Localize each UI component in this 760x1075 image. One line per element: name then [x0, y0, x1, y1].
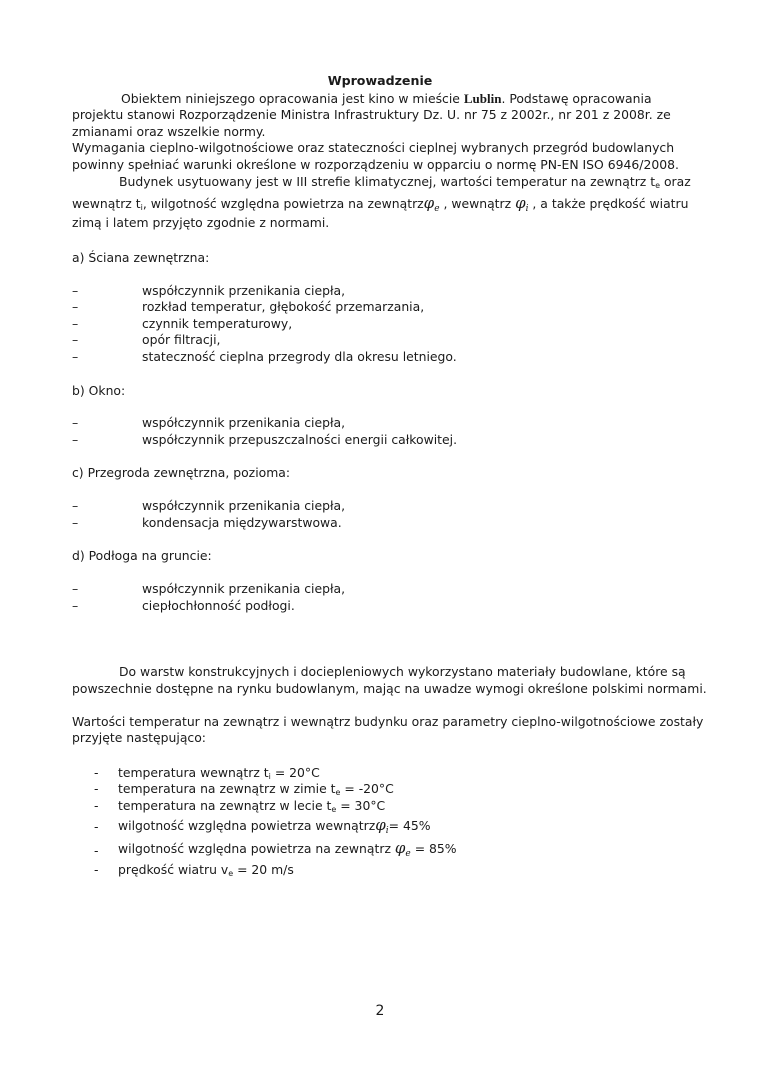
intro-text: Obiektem niniejszego opracowania jest kino w mieście: [121, 91, 464, 106]
subscript: i: [140, 203, 143, 212]
phi-symbol: φ: [423, 194, 435, 212]
list-item: ciepłochłonność podłogi.: [142, 598, 295, 613]
param-text: wilgotność względna powietrza na zewnątrz: [118, 841, 395, 856]
materials-line-2: powszechnie dostępne na rynku budowlanym, mając na uwadze wymogi określone polskimi normami.: [72, 681, 707, 696]
intro-text: oraz: [660, 174, 691, 189]
param-value: = 20 m/s: [233, 862, 294, 877]
list-item: kondensacja międzywarstwowa.: [142, 515, 342, 530]
bullet-marker: -: [94, 765, 99, 780]
intro-text: , a także prędkość wiatru: [528, 196, 689, 211]
intro-text: , wewnątrz: [439, 196, 516, 211]
intro-text: , wilgotność względna powietrza na zewnątrz: [142, 196, 424, 211]
dash-marker: –: [72, 598, 79, 613]
page-number: 2: [375, 1003, 385, 1019]
params-intro-line-2: przyjęte następująco:: [72, 730, 206, 745]
param-text: temperatura na zewnątrz w lecie t: [118, 798, 332, 813]
intro-text: Budynek usytuowany jest w III strefie klimatycznej, wartości temperatur na zewnątrz t: [119, 174, 656, 189]
dash-marker: –: [72, 283, 79, 298]
list-item: współczynnik przenikania ciepła,: [142, 581, 346, 596]
bullet-marker: -: [94, 862, 99, 877]
list-item: opór filtracji,: [142, 332, 221, 347]
intro-line-3: zmianami oraz wszelkie normy.: [72, 124, 266, 139]
materials-line-1: Do warstw konstrukcyjnych i dociepleniowych wykorzystano materiały budowlane, które są: [119, 664, 686, 679]
dash-marker: –: [72, 349, 79, 364]
dash-marker: –: [72, 515, 79, 530]
param-text: temperatura wewnątrz t: [118, 765, 269, 780]
section-heading: d) Podłoga na gruncie:: [72, 548, 212, 563]
dash-marker: –: [72, 332, 79, 347]
params-intro-line-1: Wartości temperatur na zewnątrz i wewnątrz budynku oraz parametry cieplno-wilgotnościowe zostały: [72, 714, 704, 729]
intro-line-4: Wymagania cieplno-wilgotnościowe oraz stateczności cieplnej wybranych przegród budowlanych: [72, 140, 675, 155]
dash-marker: –: [72, 316, 79, 331]
section-heading: a) Ściana zewnętrzna:: [72, 250, 210, 265]
intro-line-2: projektu stanowi Rozporządzenie Ministra Infrastruktury Dz. U. nr 75 z 2002r., nr 201 z 2008r. ze: [72, 107, 671, 122]
section-heading: b) Okno:: [72, 383, 126, 398]
param-value: = 45%: [388, 818, 431, 833]
subscript: i: [268, 772, 271, 781]
dash-marker: –: [72, 415, 79, 430]
bullet-marker: -: [94, 798, 99, 813]
param-item: [118, 817, 431, 839]
section-heading: c) Przegroda zewnętrzna, pozioma:: [72, 465, 291, 480]
list-item: współczynnik przenikania ciepła,: [142, 283, 346, 298]
param-value: = 30°C: [336, 798, 386, 813]
phi-symbol: φ: [375, 816, 386, 834]
intro-line-6: [119, 174, 691, 194]
subscript: e: [228, 869, 234, 878]
dash-marker: –: [72, 432, 79, 447]
intro-line-5: powinny spełniać warunki określone w rozporządzeniu w opparciu o normę PN-EN ISO 6946/2008.: [72, 157, 679, 172]
param-text: wilgotność względna powietrza wewnątrz: [118, 818, 376, 833]
subscript: e: [331, 805, 337, 814]
intro-line-8: zimą i latem przyjęto zgodnie z normami.: [72, 215, 330, 230]
subscript: e: [655, 181, 661, 190]
phi-symbol: φ: [515, 194, 526, 212]
list-item: współczynnik przepuszczalności energii całkowitej.: [142, 432, 458, 447]
list-item: współczynnik przenikania ciepła,: [142, 415, 346, 430]
phi-symbol: φ: [394, 839, 406, 857]
city-name: Lublin: [463, 91, 502, 106]
param-item: [118, 798, 385, 818]
dash-marker: –: [72, 299, 79, 314]
param-value: = -20°C: [340, 781, 394, 796]
param-text: temperatura na zewnątrz w zimie t: [118, 781, 336, 796]
list-item: rozkład temperatur, głębokość przemarzania,: [142, 299, 425, 314]
phi-subscript: e: [405, 849, 411, 859]
bullet-marker: -: [94, 819, 99, 834]
bullet-marker: -: [94, 843, 99, 858]
param-item: [118, 840, 457, 862]
phi-subscript: e: [434, 204, 440, 214]
page-title: Wprowadzenie: [327, 73, 433, 88]
bullet-marker: -: [94, 781, 99, 796]
phi-subscript: i: [525, 204, 529, 214]
param-value: = 85%: [410, 841, 457, 856]
param-text: prędkość wiatru v: [118, 862, 229, 877]
phi-subscript: i: [385, 826, 389, 836]
list-item: czynnik temperaturowy,: [142, 316, 293, 331]
param-item: [118, 862, 294, 882]
intro-line-7: [72, 195, 688, 217]
param-value: = 20°C: [270, 765, 320, 780]
dash-marker: –: [72, 498, 79, 513]
dash-marker: –: [72, 581, 79, 596]
intro-line-1: [121, 91, 652, 107]
list-item: współczynnik przenikania ciepła,: [142, 498, 346, 513]
intro-text: wewnątrz t: [72, 196, 141, 211]
intro-text: . Podstawę opracowania: [501, 91, 652, 106]
subscript: e: [335, 788, 341, 797]
list-item: stateczność cieplna przegrody dla okresu letniego.: [142, 349, 457, 364]
